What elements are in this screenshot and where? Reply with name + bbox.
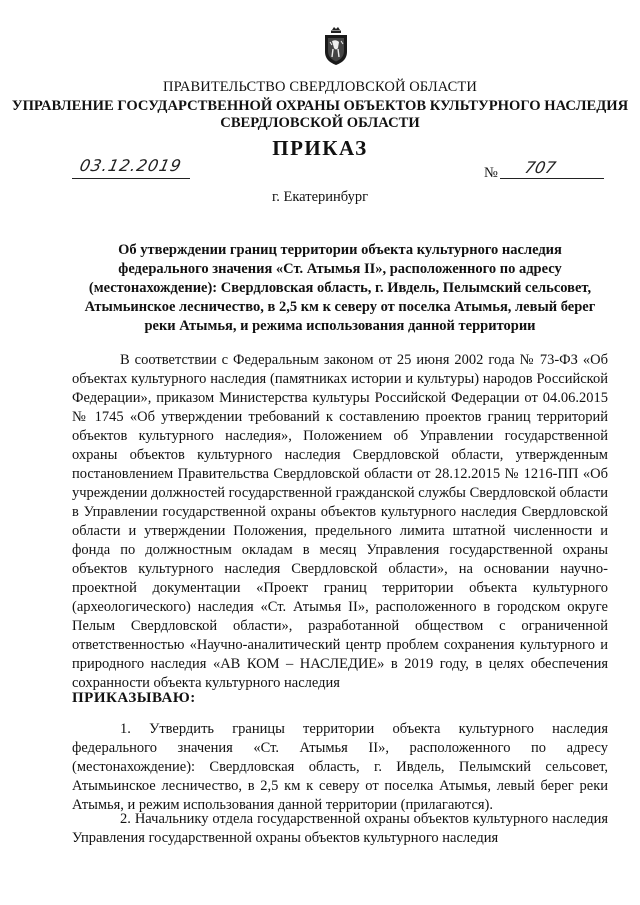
order-date: 03.12.2019 [77,156,184,175]
department-name-line1: УПРАВЛЕНИЕ ГОСУДАРСТВЕННОЙ ОХРАНЫ ОБЪЕКТОВ КУЛЬТУРНОГО НАСЛЕДИЯ [11,98,629,114]
sverdlovsk-coat-of-arms-icon [323,26,349,66]
order-item-2: 2. Начальнику отдела государственной охраны объектов культурного наследия Управления государственной охраны объектов культурного наследия [72,811,608,846]
number-underline [500,178,604,179]
preamble-paragraph: В соответствии с Федеральным законом от 25 июня 2002 года № 73-ФЗ «Об объектах культурного наследия (памятниках истории и культуры) народов Российской Федерации», приказом Министерства культуры Российской Федерации от 04.06.2015 № 1745 «Об утверждении требований к составлению проектов границ территорий объектов культурного наследия», Положением об Управлении государственной охраны объектов культурного наследия Свердловской области, утвержденным постановлением Правительства Свердловской области от 28.12.2015 № 1216-ПП «Об учреждении должностей государственной гражданской службы Свердловской области в Управлении государственной охраны объектов культурного наследия Свердловской области и утверждении Положения, предельного лимита штатной численности и фонда по должностным окладам в месяц Управления государственной охраны объектов культурного наследия Свердловской области», на основании научно-проектной документации «Проект границ территории объекта культурного (археологического) наследия «Ст. Атымья II», расположенного в городском округе Пелым Свердловской области», разработанной обществом с ограниченной ответственностью «Научно-аналитический центр проблем сохранения культурного и природного наследия «АВ КОМ – НАСЛЕДИЕ» в 2019 году, в целях обеспечения сохранности объекта культурного наследия [72,352,608,691]
order-number: 707 [522,158,558,177]
order-directive: ПРИКАЗЫВАЮ: [72,690,196,706]
order-item-1: 1. Утвердить границы территории объекта культурного наследия федерального значения «Ст. Атымья II», расположенного по адресу (местонахождение): Свердловская область, г. Ивдель, Пелымский сельсовет, Атымьинское лесничество, в 2,5 км к северу от поселка Атымья, левый берег реки Атымья, и режим использования данной территории (прилагаются). [72,721,608,813]
document-title: ПРИКАЗ [272,136,368,160]
order-heading: Об утверждении границ территории объекта культурного наследия федерального значения «Ст. Атымья II», расположенного по адресу (местонахождение): Свердловская область, г. Ивдель, Пелымский сельсовет, Атымьинское лесничество, в 2,5 км к северу от поселка Атымья, левый берег реки Атымья, и режима использования данной территории [84,242,596,334]
city: г. Екатеринбург [271,189,369,205]
government-name: ПРАВИТЕЛЬСТВО СВЕРДЛОВСКОЙ ОБЛАСТИ [163,79,477,95]
number-sign: № [484,165,498,181]
date-underline [72,178,190,179]
department-name-line2: СВЕРДЛОВСКОЙ ОБЛАСТИ [220,115,420,131]
